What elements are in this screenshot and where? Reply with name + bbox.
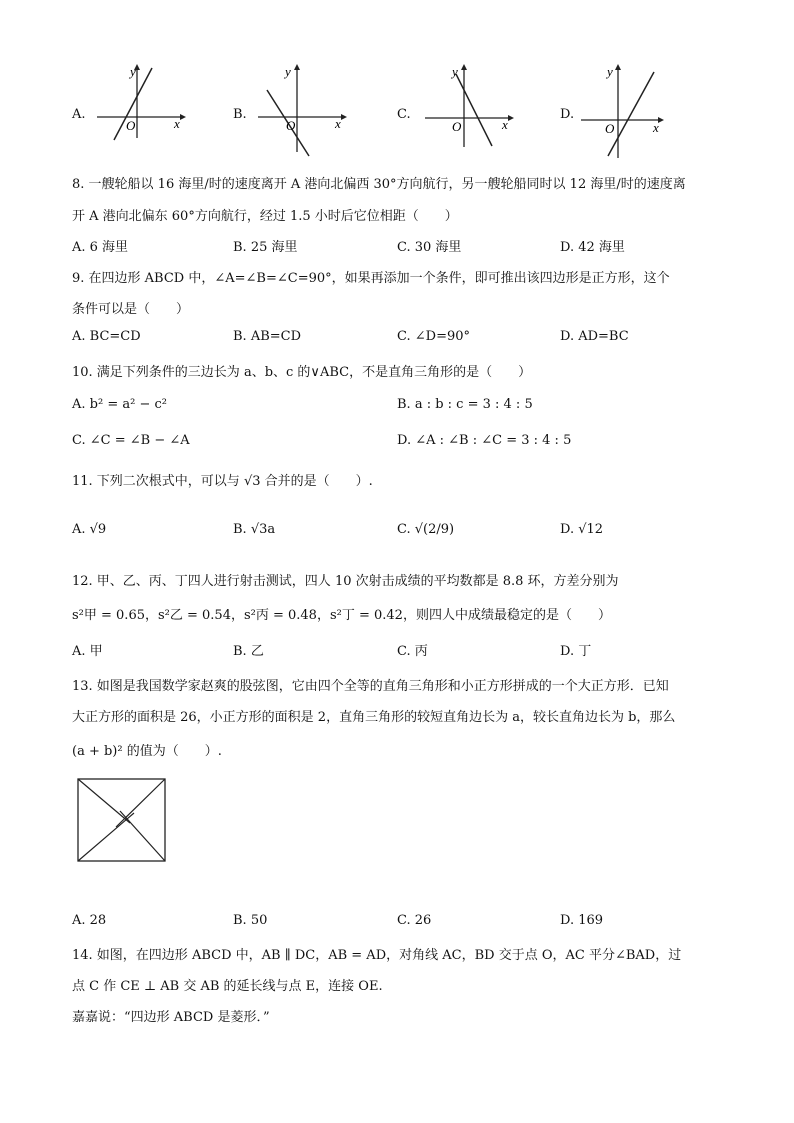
q9-option-d: D. AD=BC	[560, 329, 629, 344]
graph-a-origin: O	[126, 118, 136, 133]
q9-line1: 9. 在四边形 ABCD 中，∠A=∠B=∠C=90°，如果再添加一个条件，即可推出该四边形是正方形，这个	[72, 271, 670, 286]
q13-option-d: D. 169	[560, 913, 604, 928]
q12-line2: s²甲 = 0.65，s²乙 = 0.54，s²丙 = 0.48，s²丁 = 0.42，则四人中成绩最稳定的是（ ）	[72, 608, 611, 623]
q11-option-b: B. √3a	[233, 522, 276, 537]
q13-option-c: C. 26	[397, 913, 432, 928]
graph-option-c-letter: C.	[397, 107, 411, 122]
q9-line2: 条件可以是（ ）	[72, 302, 190, 317]
q9-option-b: B. AB=CD	[233, 329, 302, 344]
q12-option-c: C. 丙	[397, 644, 428, 659]
q14-line3: 嘉嘉说：“四边形 ABCD 是菱形．”	[72, 1010, 270, 1025]
q9-option-c: C. ∠D=90°	[397, 329, 470, 344]
graph-d-x-label: x	[653, 120, 659, 135]
graph-b-x-label: x	[335, 116, 341, 131]
graph-a-y-label: y	[130, 64, 136, 79]
q13-option-a: A. 28	[72, 913, 107, 928]
q12-option-d: D. 丁	[560, 644, 592, 659]
q8-option-a: A. 6 海里	[72, 240, 129, 255]
q12-line1: 12. 甲、乙、丙、丁四人进行射击测试，四人 10 次射击成绩的平均数都是 8.8 环，方差分别为	[72, 574, 619, 589]
graph-c-origin: O	[452, 119, 462, 134]
q10-line1: 10. 满足下列条件的三边长为 a、b、c 的∨ABC，不是直角三角形的是（ ）	[72, 365, 532, 380]
graph-d-origin: O	[605, 121, 615, 136]
graph-c-x-label: x	[502, 117, 508, 132]
q11-option-d: D. √12	[560, 522, 604, 537]
q12-option-a: A. 甲	[72, 644, 103, 659]
q8-line1: 8. 一艘轮船以 16 海里/时的速度离开 A 港向北偏西 30°方向航行，另一艘轮船同时以 12 海里/时的速度离	[72, 177, 686, 192]
q10-option-a: A. b² = a² − c²	[72, 397, 167, 412]
q14-line1: 14. 如图，在四边形 ABCD 中，AB ∥ DC，AB = AD，对角线 AC，BD 交于点 O，AC 平分∠BAD，过	[72, 948, 682, 963]
q10-option-c: C. ∠C = ∠B − ∠A	[72, 433, 190, 448]
graph-b-origin: O	[286, 118, 296, 133]
q11-option-a: A. √9	[72, 522, 107, 537]
graph-d-y-label: y	[607, 64, 613, 79]
graph-option-d-letter: D.	[560, 107, 575, 122]
q8-option-d: D. 42 海里	[560, 240, 625, 255]
graph-b-y-label: y	[285, 64, 291, 79]
graph-option-b-letter: B.	[233, 107, 247, 122]
zhao-shuang-string-diagram	[76, 777, 168, 863]
q13-line3: (a + b)² 的值为（ ）.	[72, 744, 222, 759]
q14-line2: 点 C 作 CE ⊥ AB 交 AB 的延长线与点 E，连接 OE.	[72, 979, 383, 994]
graph-c-y-label: y	[452, 64, 458, 79]
q8-line2: 开 A 港向北偏东 60°方向航行，经过 1.5 小时后它位相距（ ）	[72, 209, 458, 224]
q9-option-a: A. BC=CD	[72, 329, 141, 344]
q13-line1: 13. 如图是我国数学家赵爽的股弦图，它由四个全等的直角三角形和小正方形拼成的一个大正方形．已知	[72, 679, 669, 694]
graph-b	[253, 62, 348, 157]
q10-option-d: D. ∠A : ∠B : ∠C = 3 : 4 : 5	[397, 433, 572, 448]
graph-a-x-label: x	[174, 116, 180, 131]
q13-option-b: B. 50	[233, 913, 268, 928]
q8-option-b: B. 25 海里	[233, 240, 298, 255]
q12-option-b: B. 乙	[233, 644, 264, 659]
graph-d	[578, 62, 668, 160]
q11-line1: 11. 下列二次根式中，可以与 √3 合并的是（ ）.	[72, 474, 373, 489]
graph-option-a-letter: A.	[72, 107, 86, 122]
graph-c	[420, 62, 515, 152]
q10-option-b: B. a : b : c = 3 : 4 : 5	[397, 397, 533, 412]
q11-option-c: C. √(2/9)	[397, 522, 455, 537]
q13-line2: 大正方形的面积是 26，小正方形的面积是 2，直角三角形的较短直角边长为 a，较长直角边长为 b，那么	[72, 710, 676, 725]
graph-a	[92, 62, 187, 142]
q8-option-c: C. 30 海里	[397, 240, 462, 255]
